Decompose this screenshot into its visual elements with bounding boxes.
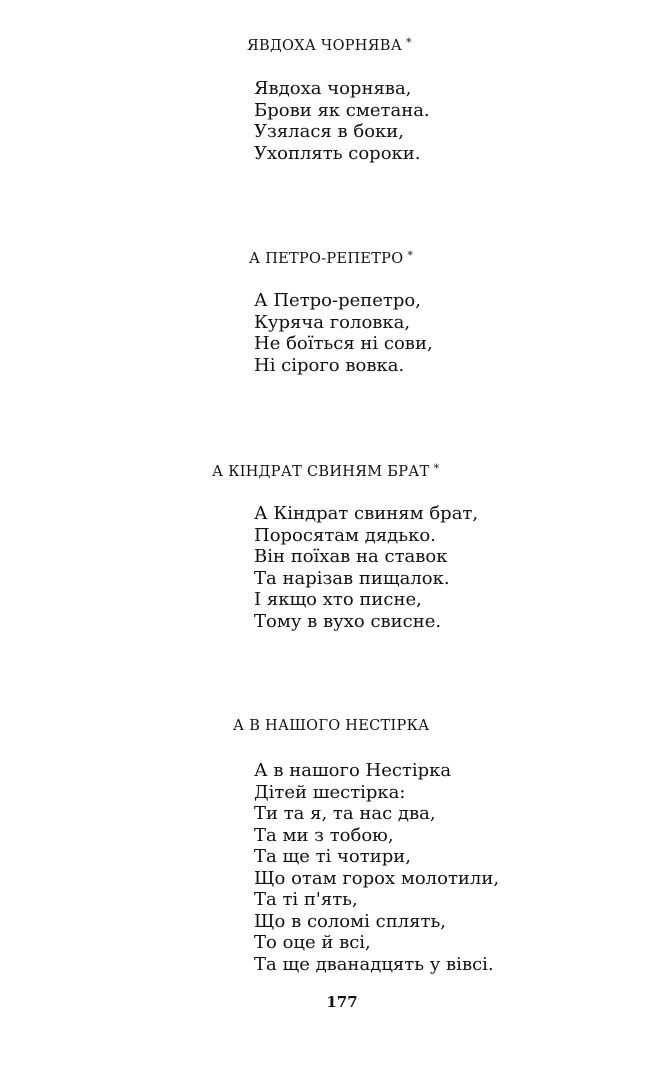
verse-line: Тому в вухо свисне.: [254, 610, 442, 632]
verse-line: Дітей шестірка:: [254, 781, 406, 803]
verse-line: Що отам горох молотили,: [254, 867, 500, 889]
poem-title-kindrat: [212, 462, 439, 480]
poem-verse-nestirka: [254, 760, 499, 975]
poem-title-yavdokha: [247, 36, 412, 54]
verse-line: Брови як сметана.: [254, 99, 430, 121]
verse-line: Куряча головка,: [254, 311, 411, 333]
poem-title-text: А КІНДРАТ СВИНЯМ БРАТ: [212, 464, 430, 480]
verse-line: А Кіндрат свиням брат,: [254, 503, 479, 524]
poem-title-text: ЯВДОХА ЧОРНЯВА: [247, 38, 402, 54]
verse-line: Він поїхав на ставок: [254, 546, 448, 567]
verse-line: Ухоплять сороки.: [254, 142, 421, 164]
poem-title-text: А В НАШОГО НЕСТІРКА: [233, 718, 430, 734]
verse-line: Та ми з тобою,: [254, 824, 394, 846]
verse-line: Що в соломі сплять,: [254, 910, 446, 932]
verse-line: То оце й всі,: [254, 932, 371, 953]
poem-title-nestirka: [233, 718, 429, 734]
poem-verse-kindrat: [254, 503, 478, 632]
page-number: 177: [326, 993, 358, 1011]
verse-line: Поросятам дядько.: [254, 524, 436, 546]
verse-line: А Петро-репетро,: [254, 290, 421, 311]
verse-line: Ні сірого вовка.: [254, 354, 405, 376]
footnote-mark: *: [433, 462, 440, 475]
verse-line: А в нашого Нестірка: [254, 760, 452, 781]
poem-verse-yavdokha: [254, 78, 430, 164]
verse-line: Узялася в боки,: [254, 121, 405, 142]
poem-verse-petro: [254, 290, 433, 376]
verse-line: Ти та я, та нас два,: [254, 803, 436, 824]
footnote-mark: *: [407, 249, 414, 262]
verse-line: Та нарізав пищалок.: [254, 567, 450, 589]
verse-line: Та ті п'ять,: [254, 889, 358, 910]
verse-line: Явдоха чорнява,: [254, 78, 412, 99]
poem-title-petro: [249, 249, 413, 267]
verse-line: І якщо хто писне,: [254, 589, 422, 610]
poem-title-text: А ПЕТРО-РЕПЕТРО: [249, 251, 404, 267]
verse-line: Та ще ті чотири,: [254, 846, 411, 867]
footnote-mark: *: [406, 36, 412, 49]
verse-line: Та ще дванадцять у вівсі.: [254, 953, 494, 975]
verse-line: Не боїться ні сови,: [254, 333, 433, 354]
